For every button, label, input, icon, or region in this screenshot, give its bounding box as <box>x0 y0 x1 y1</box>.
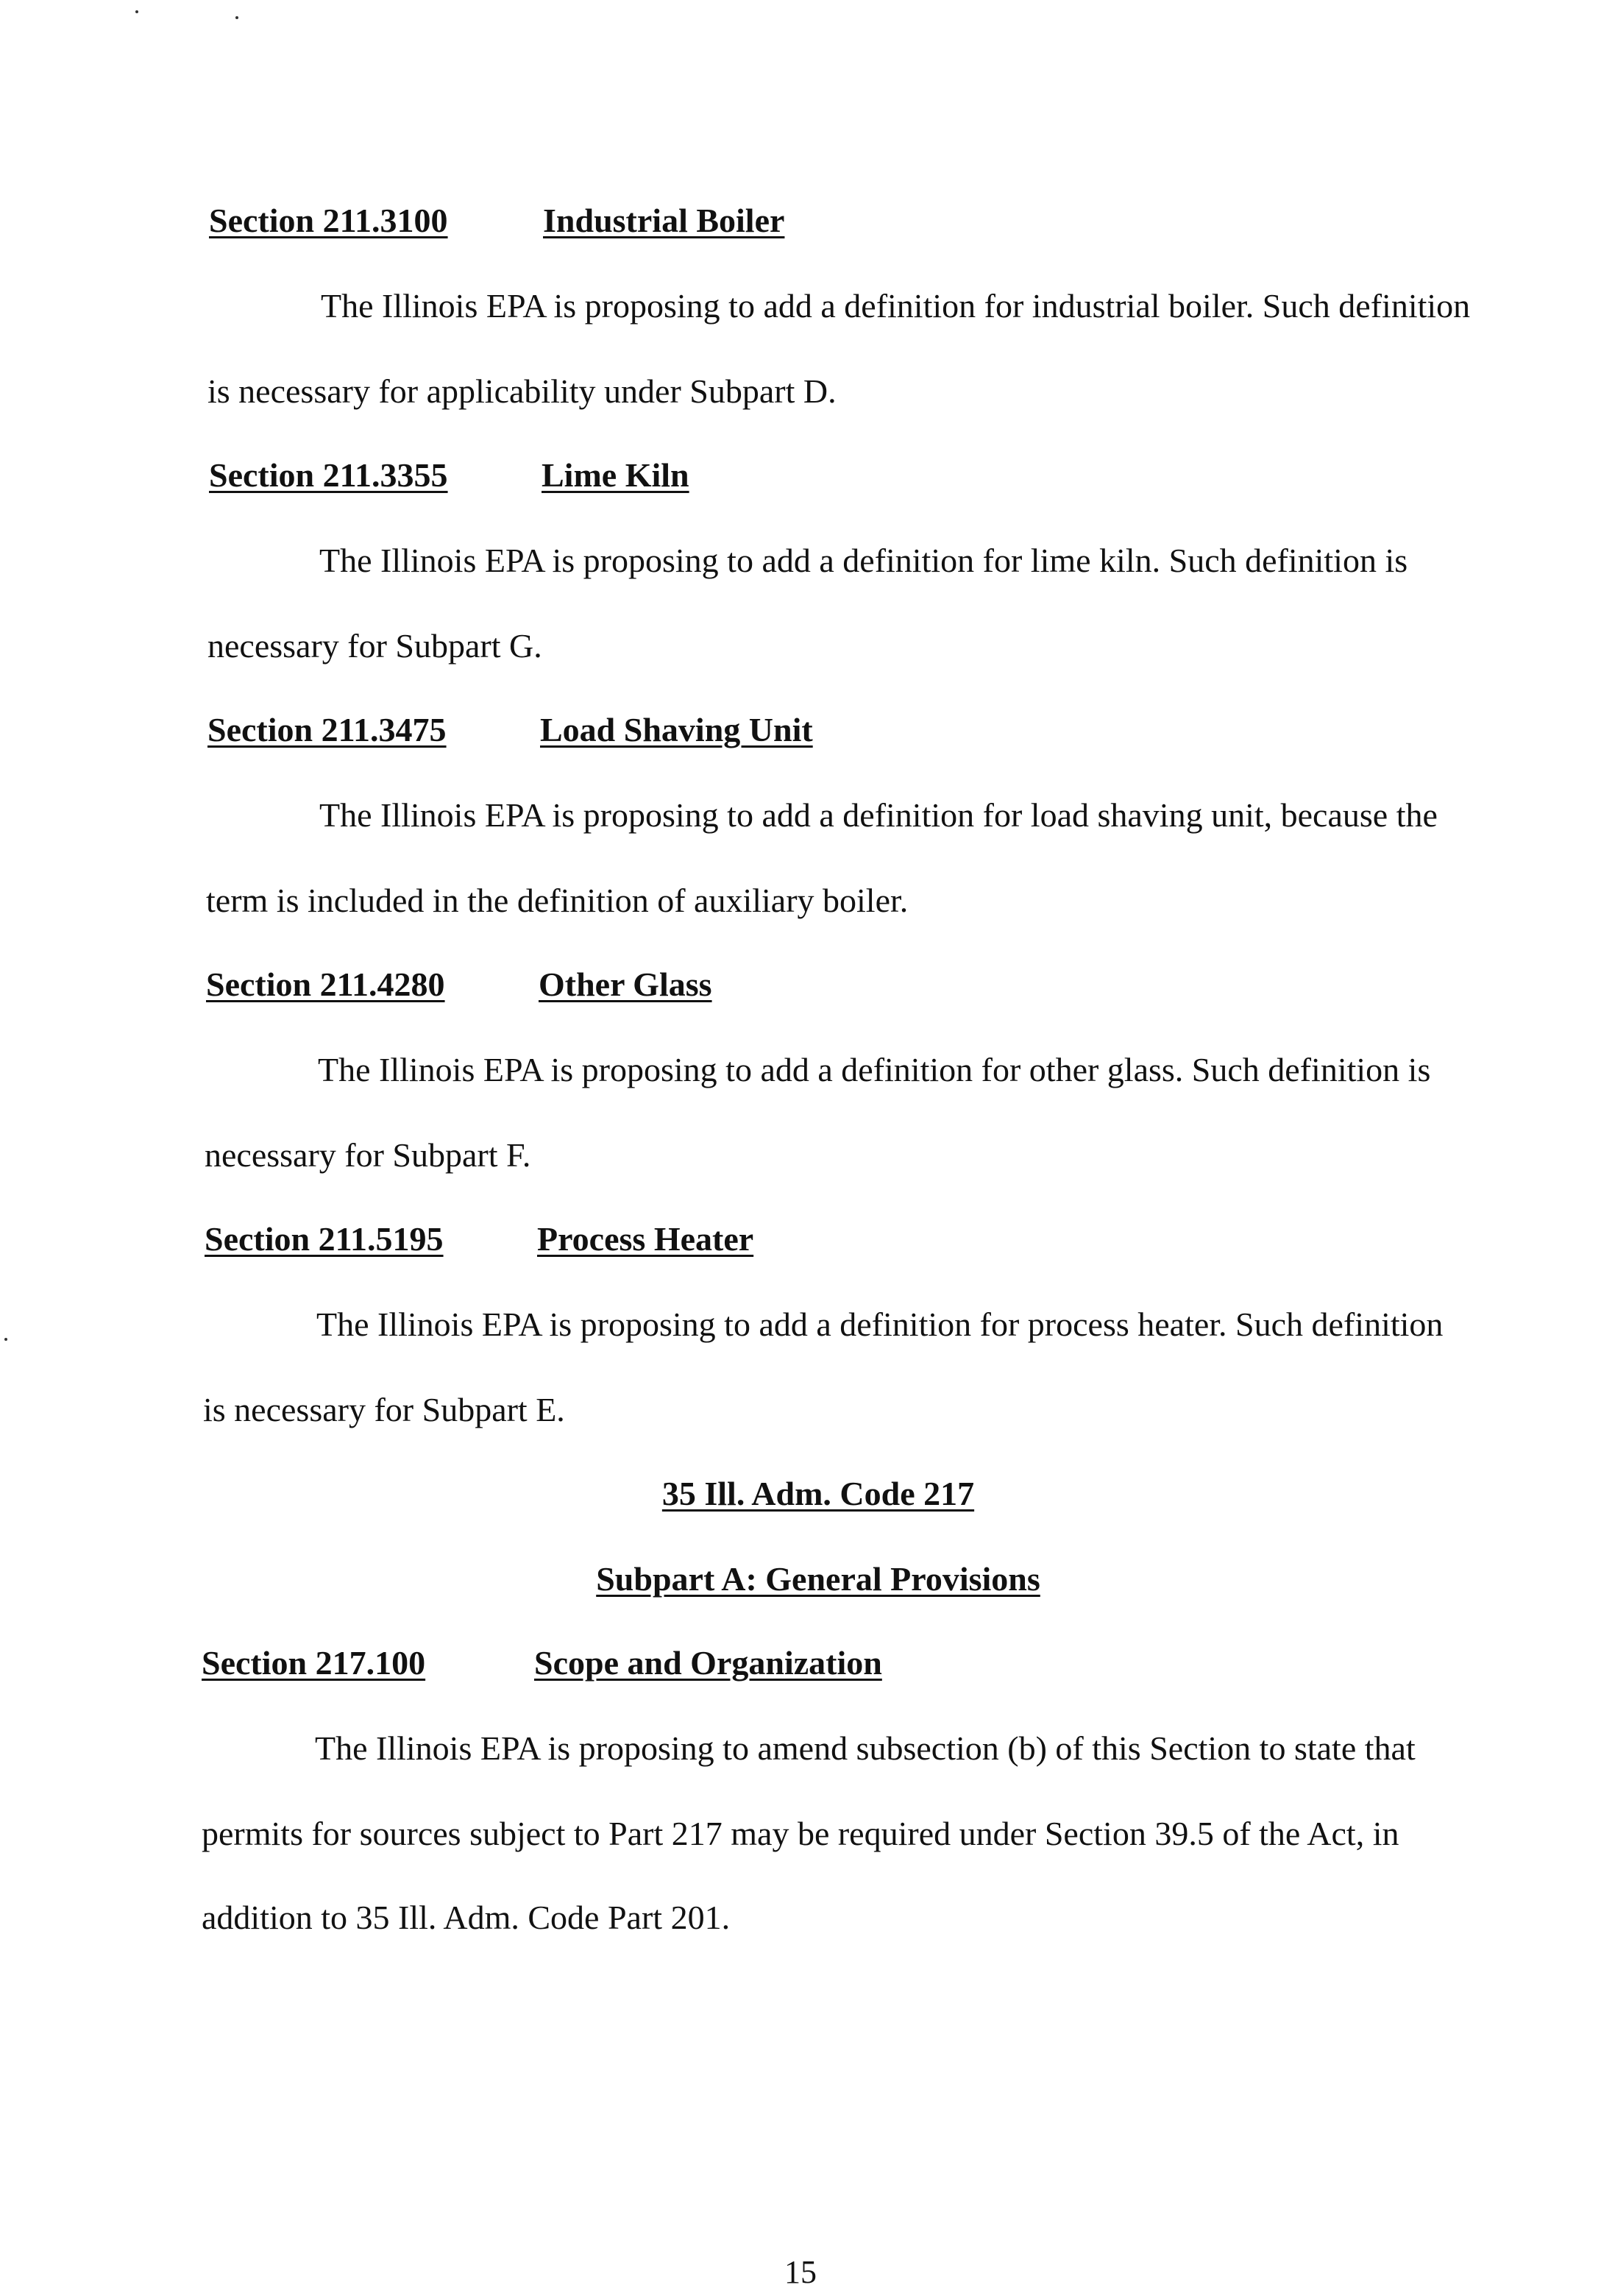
paragraph-line: term is included in the definition of auxiliary boiler. <box>206 882 909 919</box>
section-title: Scope and Organization <box>534 1644 882 1682</box>
section-number: Section 211.4280 <box>206 965 445 1003</box>
paragraph-line: necessary for Subpart G. <box>207 627 542 665</box>
paragraph-line: The Illinois EPA is proposing to add a definition for industrial boiler. Such definition <box>321 287 1471 325</box>
paragraph-line: permits for sources subject to Part 217 may be required under Section 39.5 of the Act, in <box>202 1815 1399 1852</box>
scan-speck <box>235 16 238 19</box>
section-number: Section 211.3100 <box>209 202 448 239</box>
section-number: Section 211.3475 <box>207 711 447 748</box>
section-title: Process Heater <box>537 1220 754 1258</box>
section-number: Section 217.100 <box>202 1644 426 1682</box>
part-heading: 35 Ill. Adm. Code 217 <box>661 1475 975 1512</box>
page-number: 15 <box>784 2254 817 2290</box>
paragraph-line: The Illinois EPA is proposing to add a definition for lime kiln. Such definition is <box>319 542 1408 579</box>
section-number: Section 211.3355 <box>209 456 448 494</box>
section-title: Other Glass <box>539 965 712 1003</box>
scan-speck <box>135 10 138 13</box>
section-number: Section 211.5195 <box>205 1220 444 1258</box>
paragraph-line: The Illinois EPA is proposing to add a definition for load shaving unit, because the <box>319 796 1438 834</box>
paragraph-line: is necessary for applicability under Subpart D. <box>207 372 837 410</box>
paragraph-line: addition to 35 Ill. Adm. Code Part 201. <box>202 1899 731 1936</box>
section-title: Industrial Boiler <box>543 202 785 239</box>
paragraph-line: The Illinois EPA is proposing to amend subsection (b) of this Section to state that <box>315 1729 1416 1767</box>
section-title: Lime Kiln <box>542 456 689 494</box>
subpart-heading: Subpart A: General Provisions <box>596 1560 1040 1598</box>
paragraph-line: The Illinois EPA is proposing to add a definition for process heater. Such definition <box>316 1305 1444 1343</box>
paragraph-line: necessary for Subpart F. <box>205 1136 531 1174</box>
scan-speck <box>4 1338 7 1341</box>
section-title: Load Shaving Unit <box>540 711 813 748</box>
paragraph-line: The Illinois EPA is proposing to add a definition for other glass. Such definition is <box>318 1051 1431 1088</box>
paragraph-line: is necessary for Subpart E. <box>203 1391 565 1428</box>
